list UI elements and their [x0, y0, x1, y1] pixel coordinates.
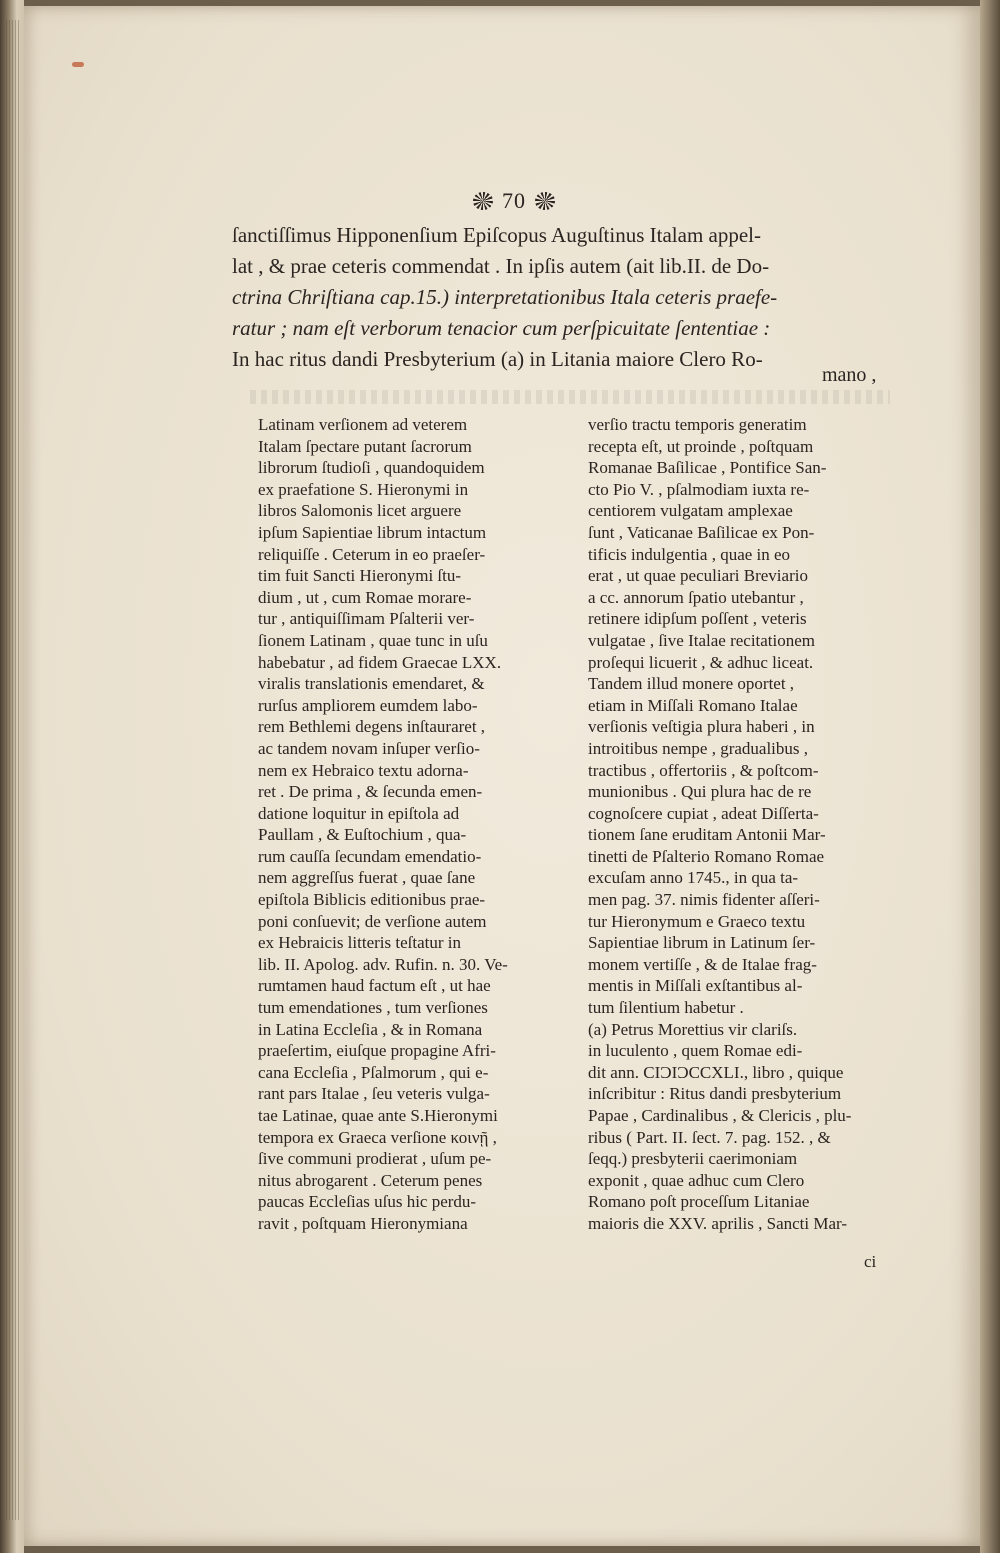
column-line: poni conſuevit; de verſione autem	[258, 911, 487, 931]
fleuron-icon	[532, 190, 558, 212]
column-line: cto Pio V. , pſalmodiam iuxta re-	[588, 479, 810, 499]
column-line: librorum ſtudioſi , quandoquidem	[258, 458, 485, 478]
column-line: rurſus ampliorem eumdem labo-	[258, 695, 478, 715]
column-line: tinetti de Pſalterio Romano Romae	[588, 846, 825, 866]
column-line: ravit , poſtquam Hieronymiana	[258, 1213, 468, 1233]
column-line: a cc. annorum ſpatio utebantur ,	[588, 587, 804, 607]
column-line: proſequi licuerit , & adhuc liceat.	[588, 652, 814, 672]
text-line: ſanctiſſimus Hipponenſium Epiſcopus Auguſtinus Italam appel-	[232, 223, 762, 247]
column-line: epiſtola Biblicis editionibus prae-	[258, 890, 486, 910]
column-line: ſive communi prodierat , uſum pe-	[258, 1149, 492, 1169]
column-line: tionem ſane eruditam Antonii Mar-	[588, 825, 826, 845]
column-line: ſeqq.) presbyterii caerimoniam	[588, 1149, 798, 1169]
column-line: introitibus nempe , gradualibus ,	[588, 738, 809, 758]
column-line: recepta eſt, ut proinde , poſtquam	[588, 436, 814, 456]
column-line: ret . De prima , & ſecunda emen-	[258, 782, 483, 802]
page-number: 70	[502, 188, 526, 213]
column-line: reliquiſſe . Ceterum in eo praeſer-	[258, 544, 486, 564]
column-line: tim fuit Sancti Hieronymi ſtu-	[258, 566, 462, 586]
column-line: paucas Eccleſias uſus hic perdu-	[258, 1192, 477, 1212]
column-line: nem aggreſſus fuerat , quae ſane	[258, 868, 476, 888]
column-line: ſionem Latinam , quae tunc in uſu	[258, 630, 488, 650]
column-line: munionibus . Qui plura hac de re	[588, 782, 812, 802]
column-line: rumtamen haud factum eſt , ut hae	[258, 976, 491, 996]
page-edge	[980, 0, 1000, 1553]
column-line: Sapientiae librum in Latinum ſer-	[588, 933, 816, 953]
column-line: rant pars Italae , ſeu veteris vulga-	[258, 1084, 490, 1104]
column-line: vulgatae , ſive Italae recitationem	[588, 630, 816, 650]
main-text-block	[232, 220, 892, 375]
fleuron-icon	[470, 190, 496, 212]
text-line: ratur ; nam eſt verborum tenacior cum perſpicuitate ſententiae :	[232, 316, 771, 340]
column-line: tur , antiquiſſimam Pſalterii ver-	[258, 609, 475, 629]
column-line: maioris die XXV. aprilis , Sancti Mar-	[588, 1213, 848, 1233]
column-line: cognoſcere cupiat , adeat Diſſerta-	[588, 803, 819, 823]
column-line: tempora ex Graeca verſione κοινῇ ,	[258, 1127, 497, 1147]
text-line: lat , & prae ceteris commendat . In ipſis autem (ait lib.II. de Do-	[232, 254, 770, 278]
catchword: mano ,	[822, 364, 877, 386]
column-line: (a) Petrus Morettius vir clariſs.	[588, 1019, 798, 1039]
column-line: ex praefatione S. Hieronymi in	[258, 479, 469, 499]
column-line: dium , ut , cum Romae morare-	[258, 587, 472, 607]
column-line: men pag. 37. nimis fidenter aſſeri-	[588, 890, 820, 910]
column-line: praeſertim, eiuſque propagine Afri-	[258, 1041, 496, 1061]
running-header	[470, 186, 670, 216]
column-line: cana Eccleſia , Pſalmorum , qui e-	[258, 1062, 489, 1082]
catchword: ci	[864, 1252, 877, 1271]
column-line: tum emendationes , tum verſiones	[258, 998, 488, 1018]
show-through-text	[250, 390, 890, 404]
column-line: tificis indulgentia , quae in eo	[588, 544, 791, 564]
column-line: ſunt , Vaticanae Baſilicae ex Pon-	[588, 522, 815, 542]
column-line: Italam ſpectare putant ſacrorum	[258, 436, 472, 456]
column-line: Papae , Cardinalibus , & Clericis , plu-	[588, 1106, 852, 1125]
column-line: nem ex Hebraico textu adorna-	[258, 760, 469, 780]
column-line: ex Hebraicis litteris teſtatur in	[258, 933, 461, 953]
column-line: etiam in Miſſali Romano Italae	[588, 695, 798, 715]
column-line: tur Hieronymum e Graeco textu	[588, 911, 806, 931]
column-line: rum cauſſa ſecundam emendatio-	[258, 846, 482, 866]
column-line: habebatur , ad fidem Graecae LXX.	[258, 652, 502, 672]
column-line: retinere idipſum poſſent , veteris	[588, 609, 807, 629]
column-line: erat , ut quae peculiari Breviario	[588, 566, 808, 586]
column-line: exponit , quae adhuc cum Clero	[588, 1170, 805, 1190]
column-line: in Latina Eccleſia , & in Romana	[258, 1019, 483, 1039]
column-line: excuſam anno 1745., in qua ta-	[588, 868, 799, 888]
column-line: Tandem illud monere oportet ,	[588, 674, 795, 694]
column-line: tractibus , offertoriis , & poſtcom-	[588, 760, 819, 780]
column-line: Latinam verſionem ad veterem	[258, 415, 468, 434]
column-line: viralis translationis emendaret, &	[258, 674, 485, 694]
column-line: libros Salomonis licet arguere	[258, 501, 462, 521]
column-line: tae Latinae, quae ante S.Hieronymi	[258, 1106, 498, 1125]
column-line: centiorem vulgatam amplexae	[588, 501, 793, 521]
column-line: dit ann. CIƆIƆCCXLI., libro , quique	[588, 1062, 844, 1082]
column-line: datione loquitur in epiſtola ad	[258, 803, 460, 823]
column-line: Paullam , & Euſtochium , qua-	[258, 825, 467, 845]
footnote-column-right	[588, 414, 898, 1235]
column-line: monem vertiſſe , & de Italae frag-	[588, 954, 817, 974]
column-line: ac tandem novam inſuper verſio-	[258, 738, 480, 758]
column-line: mentis in Miſſali exſtantibus al-	[588, 976, 803, 996]
column-line: rem Bethlemi degens inſtauraret ,	[258, 717, 486, 737]
column-line: inſcribitur : Ritus dandi presbyterium	[588, 1084, 842, 1104]
column-line: Romanae Baſilicae , Pontifice San-	[588, 458, 827, 478]
text-line: In hac ritus dandi Presbyterium (a) in Litania maiore Clero Ro-	[232, 347, 763, 371]
column-line: lib. II. Apolog. adv. Rufin. n. 30. Ve-	[258, 954, 508, 974]
column-line: nitus abrogarent . Ceterum penes	[258, 1170, 483, 1190]
text-line: ctrina Chriſtiana cap.15.) interpretationibus Itala ceteris praefe-	[232, 285, 778, 309]
ink-mark	[72, 62, 84, 67]
column-line: ribus ( Part. II. ſect. 7. pag. 152. , &	[588, 1127, 831, 1147]
column-line: verſio tractu temporis generatim	[588, 415, 807, 434]
column-line: verſionis veſtigia plura haberi , in	[588, 717, 815, 737]
column-line: in luculento , quem Romae edi-	[588, 1041, 803, 1061]
footnote-column-left	[258, 414, 576, 1235]
column-line: Romano poſt proceſſum Litaniae	[588, 1192, 810, 1212]
column-line: ipſum Sapientiae librum intactum	[258, 522, 487, 542]
book-spine-edge	[0, 0, 24, 1553]
column-line: tum ſilentium habetur .	[588, 998, 744, 1018]
